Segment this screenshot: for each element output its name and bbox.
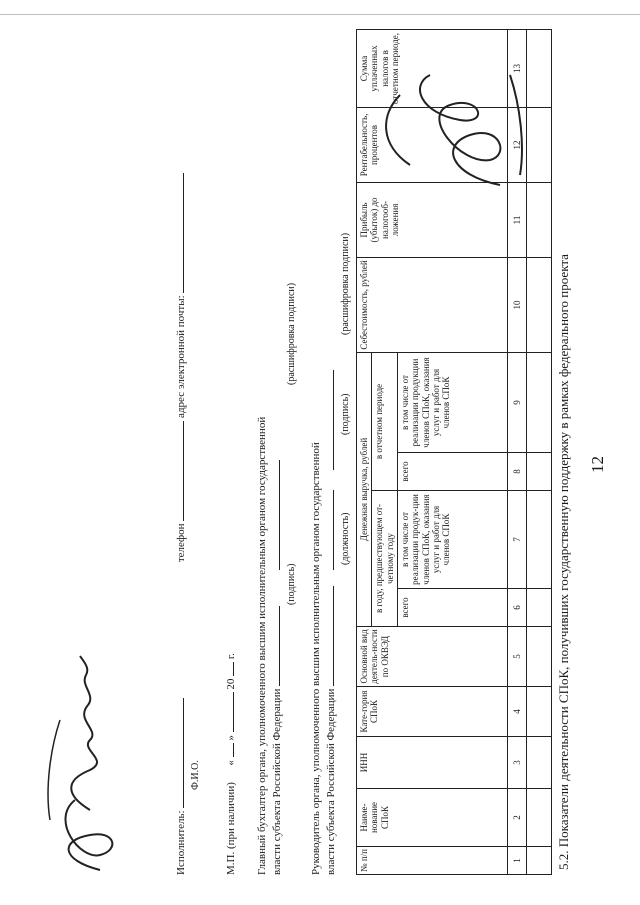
col-num: 13 (508, 29, 527, 107)
email-line (172, 173, 184, 293)
header-okved: Основной вид деятель-ности по ОКВЭД (357, 627, 508, 687)
col-num: 4 (508, 687, 527, 737)
empty-cell (527, 491, 552, 589)
email-label: адрес электронной почты: (175, 295, 187, 418)
date-month-line (222, 692, 234, 732)
header-report-period: в отчетном периоде (372, 352, 398, 490)
section-heading: 5.2. Показатели деятельности СПоК, получивших государственную поддержку в рамках федерального проекта (556, 254, 571, 870)
acc-title-line1: Главный бухгалтер органа, уполномоченного высшим исполнительным органом государственной (256, 416, 268, 875)
spacer (323, 573, 334, 583)
position-label: (должность) (340, 512, 351, 565)
col-num: 12 (508, 107, 527, 182)
acc-title-line2: власти субъекта Российской Федерации (271, 688, 283, 875)
acc-signature-label: (подпись) (286, 563, 297, 605)
phone-line (172, 421, 184, 521)
handwritten-signature-left (20, 650, 140, 880)
position-line (322, 586, 334, 686)
header-cost: Себестоимость, рублей (357, 257, 508, 352)
empty-cell (527, 453, 552, 491)
header-total-rep: всего (398, 453, 508, 491)
col-num: 6 (508, 589, 527, 627)
head-title-line1: Руководитель органа, уполномоченного высшим исполнительным органом государственной (310, 442, 322, 875)
date-close-quote: » (225, 735, 237, 741)
header-taxes: Сумма уплаченных налогов в отчетном периоде, (357, 29, 508, 107)
empty-cell (527, 257, 552, 352)
decoding-line (322, 370, 334, 470)
acc-signature-line (268, 606, 280, 686)
acc-title-line2-row (268, 417, 283, 875)
col-num: 8 (508, 453, 527, 491)
header-revenue: Денежная выручка, рублей (357, 352, 372, 626)
col-num: 1 (508, 847, 527, 875)
empty-cell (527, 627, 552, 687)
col-num: 2 (508, 789, 527, 847)
acc-decoding-label: (расшифровка подписи) (286, 282, 297, 385)
col-num: 3 (508, 737, 527, 789)
signature-label: (подпись) (340, 393, 351, 435)
col-num: 10 (508, 257, 527, 352)
date-day-line (222, 743, 234, 757)
date-suffix: г. (225, 653, 237, 660)
decoding-label: (расшифровка подписи) (340, 232, 351, 335)
col-num: 7 (508, 491, 527, 589)
executor-row (172, 173, 187, 875)
col-num: 9 (508, 352, 527, 452)
spacer (269, 573, 280, 603)
date-year: 20 (225, 678, 237, 690)
header-category: Кате-гория СПоК (357, 687, 508, 737)
empty-cell (527, 687, 552, 737)
col-num: 5 (508, 627, 527, 687)
header-profit: Прибыль (убыток) до налогооб-ложения (357, 182, 508, 257)
phone-label: телефон (175, 523, 187, 563)
date-year-line (222, 662, 234, 676)
mp-label: М.П. (при наличии) (225, 782, 237, 875)
col-num: 11 (508, 182, 527, 257)
executor-label: Исполнитель: (175, 810, 187, 875)
header-prev-year: в году, предшествующем от-четному году (372, 491, 398, 627)
acc-decoding-line (268, 460, 280, 570)
empty-cell (527, 737, 552, 789)
spacer (323, 473, 334, 488)
header-incl-prev: в том числе от реализации продук-ции членов СПоК, оказания услуг и работ для членов СПоК (398, 491, 508, 589)
signature-line (322, 490, 334, 570)
mp-date-row (222, 653, 237, 875)
page-number: 12 (588, 456, 607, 473)
executor-fio-line (172, 698, 184, 808)
header-profitability: Рентабельность, процентов (357, 107, 508, 182)
empty-cell (527, 589, 552, 627)
header-incl-rep: в том числе от реализации продукции членов СПоК, оказания услуг и работ для членов СПоК (398, 352, 508, 452)
date-open-quote: « (225, 760, 237, 766)
header-inn: ИНН (357, 737, 508, 789)
header-total-prev: всего (398, 589, 508, 627)
handwritten-signature-right (350, 55, 550, 205)
header-no: № п/п (357, 847, 508, 875)
empty-cell (527, 789, 552, 847)
head-signature-block (310, 370, 337, 875)
head-title-line2: власти субъекта Российской Федерации (325, 688, 337, 875)
accountant-signature-block (256, 417, 283, 875)
empty-cell (527, 847, 552, 875)
empty-cell (527, 352, 552, 452)
header-name: Наиме-нование СПоК (357, 789, 508, 847)
head-title-line2-row (322, 370, 337, 875)
fio-label: Ф.И.О. (190, 760, 201, 790)
